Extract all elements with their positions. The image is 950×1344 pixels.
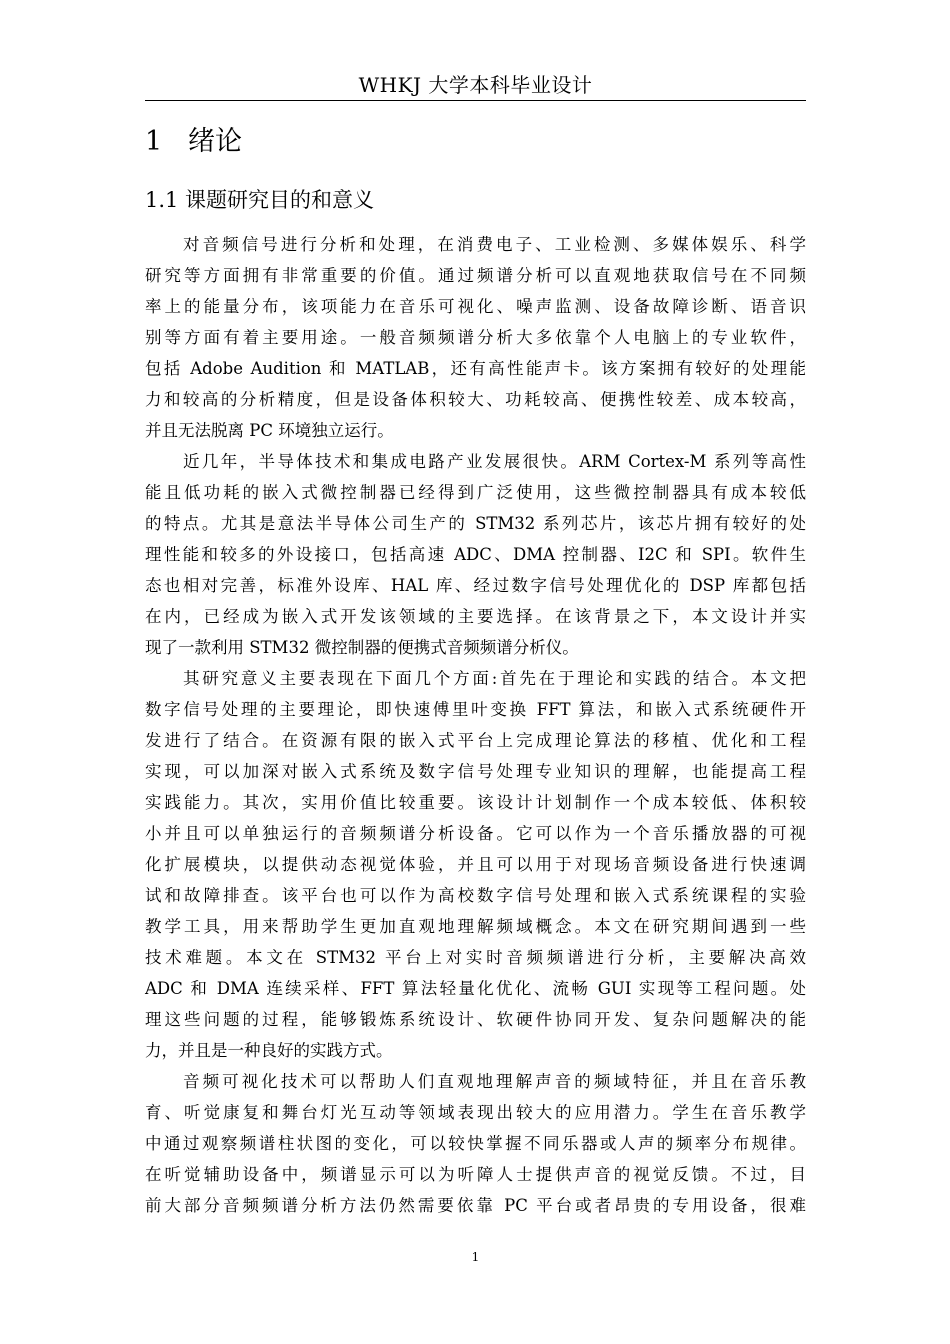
body-text — [145, 229, 806, 1221]
paragraph-line: 率上的能量分布，该项能力在音乐可视化、噪声监测、设备故障诊断、语音识 — [145, 297, 806, 316]
chapter-number: 1 — [145, 126, 163, 157]
paragraph-line: 音频可视化技术可以帮助人们直观地理解声音的频域特征，并且在音乐教 — [183, 1072, 806, 1091]
paragraph-line: 数字信号处理的主要理论，即快速傅里叶变换 FFT 算法，和嵌入式系统硬件开 — [145, 700, 806, 719]
paragraph-line: 教学工具，用来帮助学生更加直观地理解频域概念。本文在研究期间遇到一些 — [145, 917, 806, 936]
chapter-title-text: 绪论 — [188, 126, 242, 157]
paragraph-line: 的特点。尤其是意法半导体公司生产的 STM32 系列芯片，该芯片拥有较好的处 — [145, 514, 806, 533]
paragraph-line: 其研究意义主要表现在下面几个方面:首先在于理论和实践的结合。本文把 — [183, 669, 806, 688]
paragraph-line: 现了一款利用 STM32 微控制器的便携式音频频谱分析仪。 — [145, 638, 579, 657]
paragraph-line: 试和故障排查。该平台也可以作为高校数字信号处理和嵌入式系统课程的实验 — [145, 886, 806, 905]
paragraph-line: 研究等方面拥有非常重要的价值。通过频谱分析可以直观地获取信号在不同频 — [145, 266, 806, 285]
paragraph-line: 近几年，半导体技术和集成电路产业发展很快。ARM Cortex-M 系列等高性 — [183, 452, 806, 471]
paragraph-line: 中通过观察频谱柱状图的变化，可以较快掌握不同乐器或人声的频率分布规律。 — [145, 1134, 806, 1153]
section-title-text: 课题研究目的和意义 — [185, 188, 374, 212]
paragraph-line: 包括 Adobe Audition 和 MATLAB，还有高性能声卡。该方案拥有较好的处理能 — [145, 359, 806, 378]
paragraph-line: 理这些问题的过程，能够锻炼系统设计、软硬件协同开发、复杂问题解决的能 — [145, 1010, 806, 1029]
paragraph-line: 发进行了结合。在资源有限的嵌入式平台上完成理论算法的移植、优化和工程 — [145, 731, 806, 750]
paragraph-line: 力，并且是一种良好的实践方式。 — [145, 1041, 393, 1060]
paragraph-line: 在内，已经成为嵌入式开发该领域的主要选择。在该背景之下，本文设计并实 — [145, 607, 806, 626]
paragraph-line: 实现，可以加深对嵌入式系统及数字信号处理专业知识的理解，也能提高工程 — [145, 762, 806, 781]
paragraph-line: 技术难题。本文在 STM32 平台上对实时音频频谱进行分析，主要解决高效 — [145, 948, 806, 967]
page-number: 1 — [471, 1250, 480, 1264]
paragraph-line: ADC 和 DMA 连续采样、FFT 算法轻量化优化、流畅 GUI 实现等工程问题。处 — [145, 979, 806, 998]
paragraph-line: 化扩展模块，以提供动态视觉体验，并且可以用于对现场音频设备进行快速调 — [145, 855, 806, 874]
paragraph-line: 实践能力。其次，实用价值比较重要。该设计计划制作一个成本较低、体积较 — [145, 793, 806, 812]
paragraph-line: 并且无法脱离 PC 环境独立运行。 — [145, 421, 394, 440]
paragraph-line: 力和较高的分析精度，但是设备体积较大、功耗较高、便携性较差、成本较高， — [145, 390, 806, 409]
paragraph-line: 能且低功耗的嵌入式微控制器已经得到广泛使用，这些微控制器具有成本较低 — [145, 483, 806, 502]
paragraph-line: 在听觉辅助设备中，频谱显示可以为听障人士提供声音的视觉反馈。不过，目 — [145, 1165, 806, 1184]
paragraph-line: 别等方面有着主要用途。一般音频频谱分析大多依靠个人电脑上的专业软件， — [145, 328, 806, 347]
paragraph-line: 对音频信号进行分析和处理，在消费电子、工业检测、多媒体娱乐、科学 — [183, 235, 806, 254]
running-header: WHKJ 大学本科毕业设计 — [358, 73, 593, 97]
paragraph-line: 理性能和较多的外设接口，包括高速 ADC、DMA 控制器、I2C 和 SPI。软件生 — [145, 545, 806, 564]
paragraph-line: 育、听觉康复和舞台灯光互动等领域表现出较大的应用潜力。学生在音乐教学 — [145, 1103, 806, 1122]
section-number: 1.1 — [145, 188, 179, 212]
paragraph-line: 态也相对完善，标准外设库、HAL 库、经过数字信号处理优化的 DSP 库都包括 — [145, 576, 806, 595]
header-rule — [145, 100, 806, 101]
paragraph-line: 小并且可以单独运行的音频频谱分析设备。它可以作为一个音乐播放器的可视 — [145, 824, 806, 843]
section-title — [145, 184, 374, 216]
chapter-title — [145, 124, 242, 160]
paragraph-line: 前大部分音频频谱分析方法仍然需要依靠 PC 平台或者昂贵的专用设备，很难 — [145, 1196, 806, 1215]
